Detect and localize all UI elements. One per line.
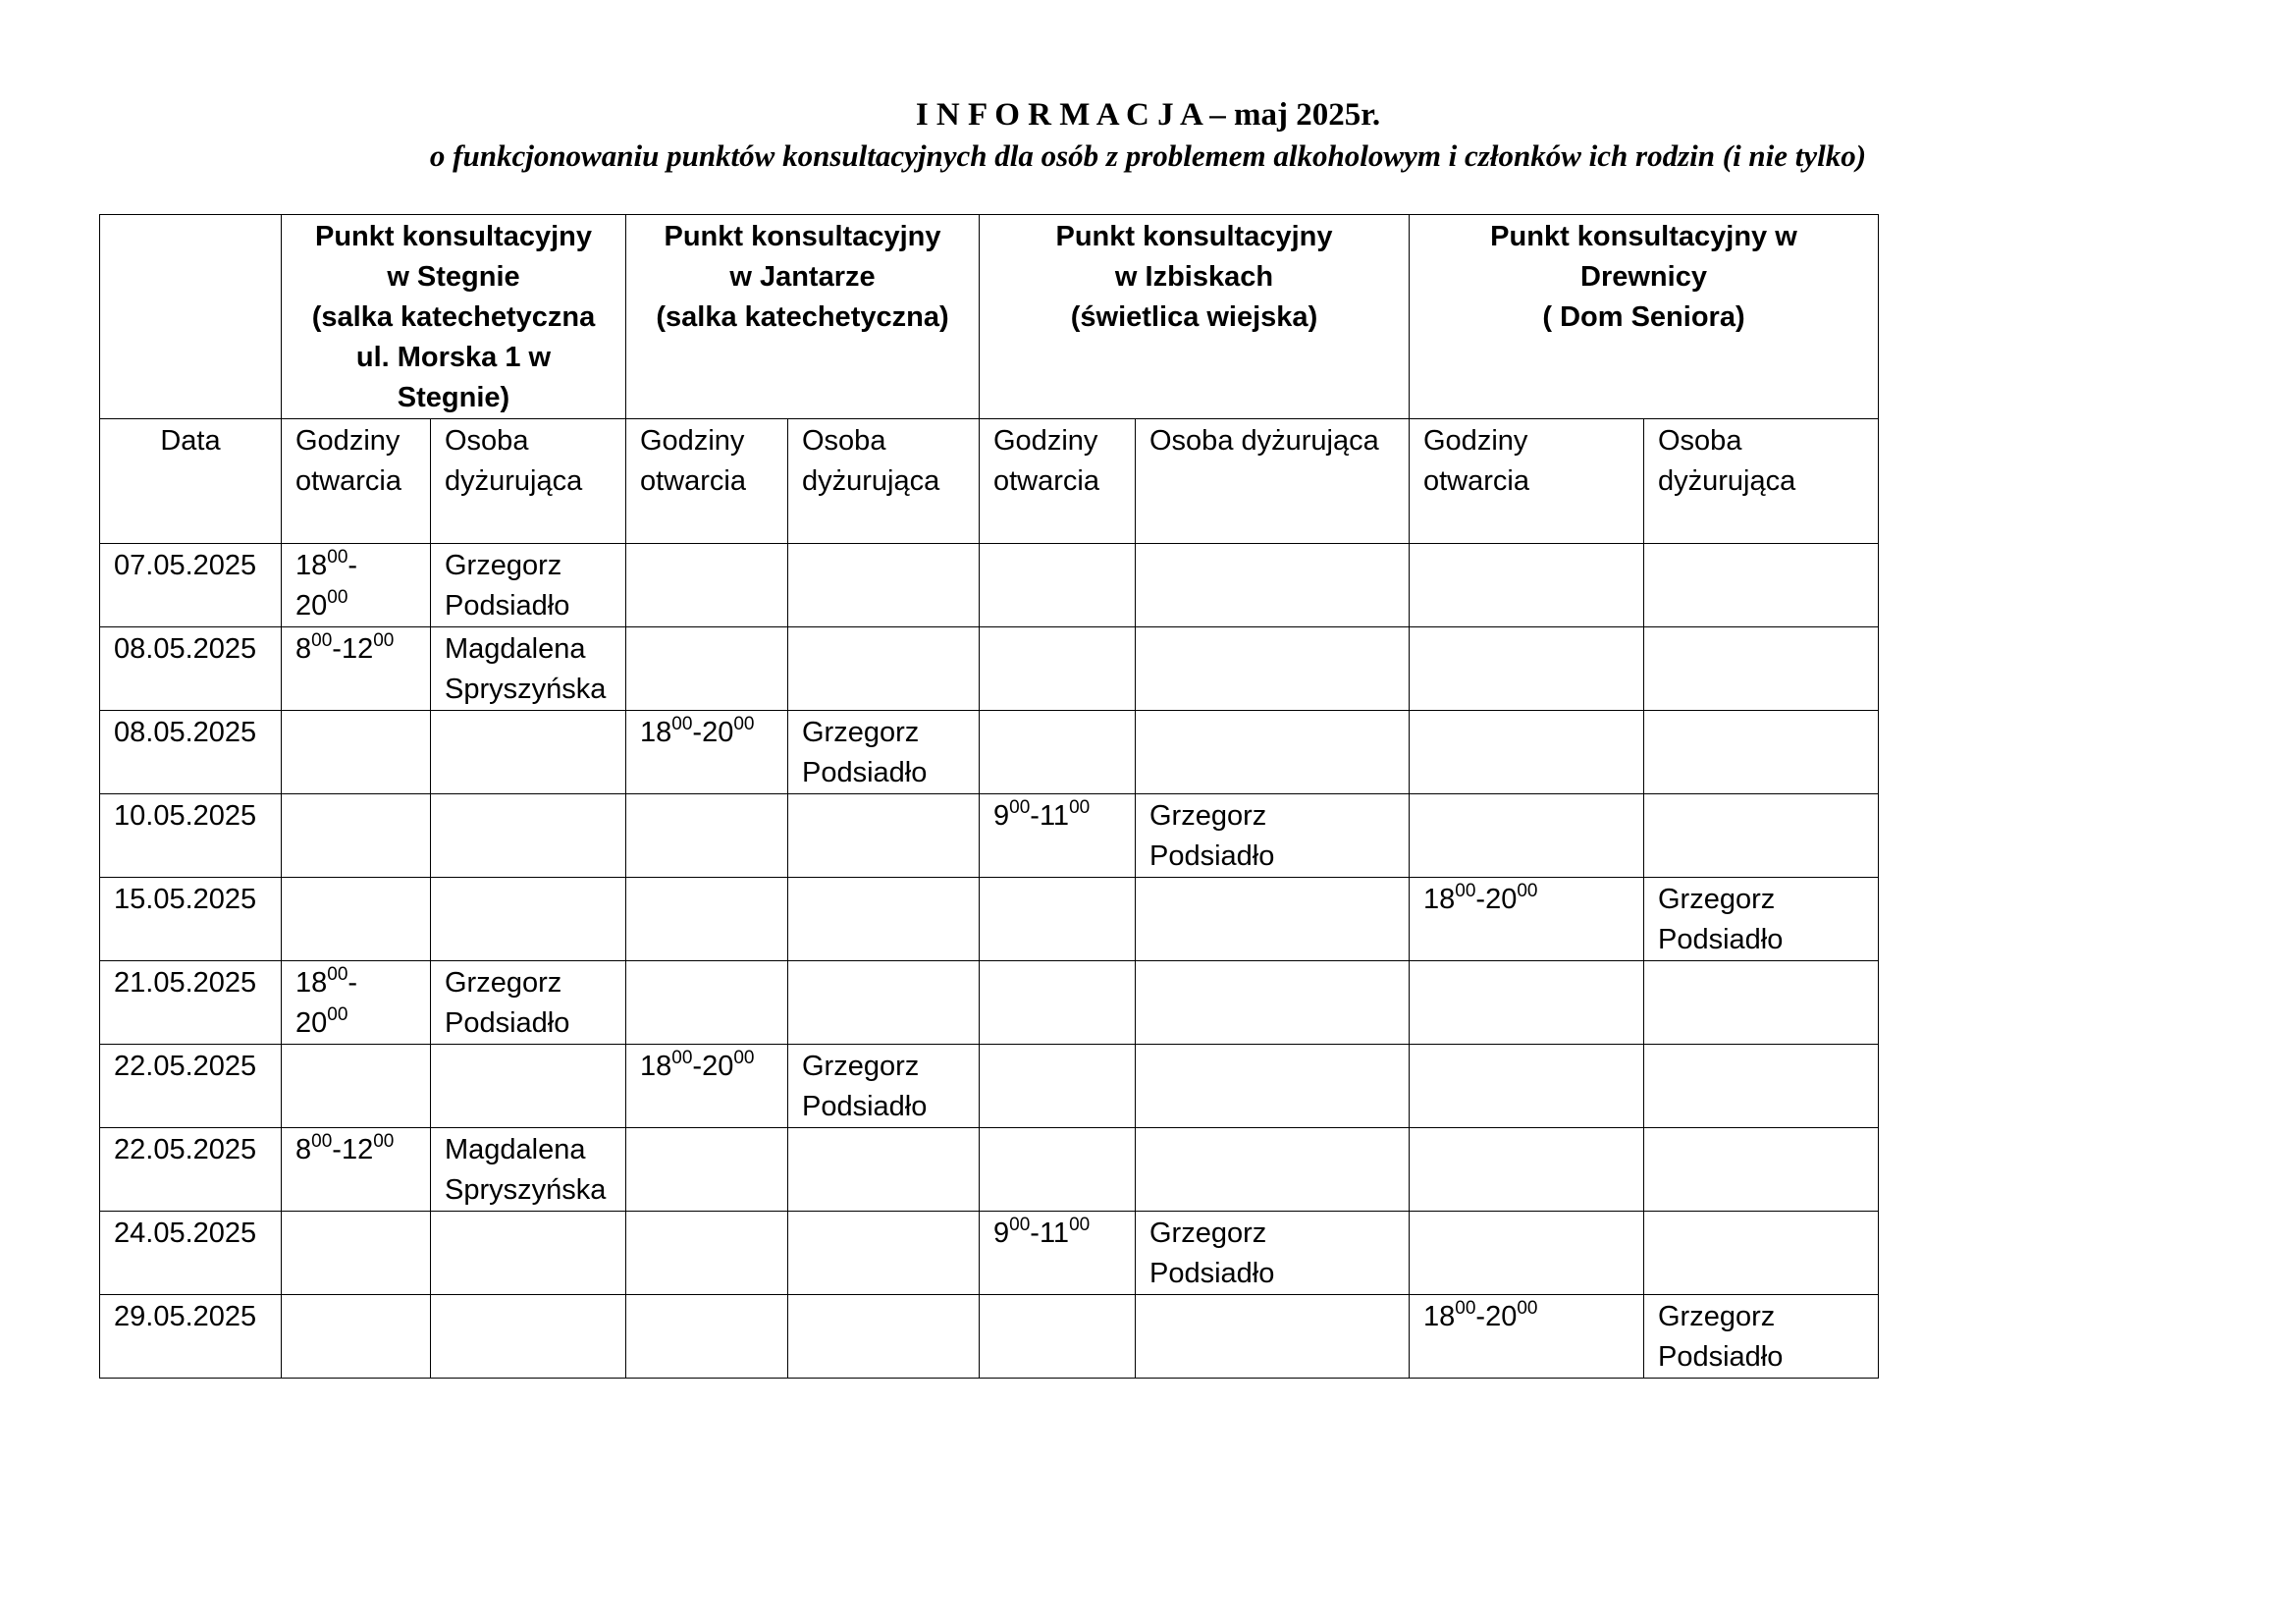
hours-cell: [626, 544, 788, 627]
person-cell: [1136, 1295, 1410, 1379]
point-header-line: w Stegnie: [387, 261, 520, 293]
time-to-hour: 20: [702, 717, 734, 748]
time-to-minutes: 00: [373, 1131, 395, 1152]
person-cell: [431, 961, 626, 1045]
person-cell: [1136, 1128, 1410, 1212]
person-header-line: dyżurująca: [445, 465, 583, 497]
time-from-minutes: 00: [671, 1048, 693, 1068]
document-heading: [0, 94, 2296, 177]
time-from-minutes: 00: [327, 547, 348, 568]
time-to-hour: 20: [295, 590, 328, 622]
hours-header-line: Godziny: [993, 425, 1098, 457]
time-from-minutes: 00: [311, 1131, 333, 1152]
hours-cell: [1410, 627, 1644, 711]
time-from-hour: 9: [993, 800, 1010, 832]
hours-header-line: Godziny: [295, 425, 400, 457]
person-last-name: Podsiadło: [1149, 840, 1275, 872]
person-first-name: Grzegorz: [1658, 1301, 1776, 1332]
hours-cell: [980, 878, 1136, 961]
person-first-name: Grzegorz: [1149, 1218, 1267, 1249]
date-cell: 08.05.2025: [100, 711, 282, 794]
time-from-hour: 18: [295, 550, 328, 581]
person-column-header: [1136, 419, 1410, 544]
person-first-name: Grzegorz: [1658, 884, 1776, 915]
person-header-line: dyżurująca: [802, 465, 940, 497]
person-cell: [1644, 544, 1879, 627]
hours-cell: [626, 1212, 788, 1295]
person-cell: [431, 1295, 626, 1379]
person-cell: [788, 544, 980, 627]
time-range: [295, 963, 416, 1003]
person-last-name: Podsiadło: [802, 1091, 928, 1122]
time-from-hour: 18: [1423, 1301, 1456, 1332]
person-last-name: Spryszyńska: [445, 1174, 607, 1206]
person-cell: [1644, 794, 1879, 878]
time-to-hour: 12: [341, 1134, 374, 1165]
hours-cell: [980, 1128, 1136, 1212]
hours-cell: [282, 1128, 431, 1212]
time-to-hour: 20: [295, 1007, 328, 1039]
point-header-line: Stegnie): [397, 382, 510, 413]
point-header-drewnica: [1410, 215, 1879, 419]
table-row: [100, 1128, 1879, 1212]
date-cell: 10.05.2025: [100, 794, 282, 878]
person-cell: [788, 1212, 980, 1295]
time-to-hour: 11: [1039, 800, 1070, 832]
person-header-line: dyżurująca: [1658, 465, 1796, 497]
empty-corner-cell: [100, 215, 282, 419]
time-separator: -: [1030, 1218, 1040, 1249]
hours-cell: [1410, 1045, 1644, 1128]
time-range: [640, 1047, 774, 1087]
point-header-line: (salka katechetyczna): [656, 301, 949, 333]
point-header-line: w Izbiskach: [1114, 261, 1274, 293]
person-first-name: Grzegorz: [802, 1051, 920, 1082]
person-cell: [1644, 961, 1879, 1045]
time-range: [993, 1214, 1121, 1254]
hours-cell: [626, 1295, 788, 1379]
hours-cell: [980, 1295, 1136, 1379]
date-cell: 15.05.2025: [100, 878, 282, 961]
hours-cell: [626, 711, 788, 794]
hours-cell: [1410, 794, 1644, 878]
hours-column-header: [1410, 419, 1644, 544]
time-to-minutes: 00: [327, 587, 348, 608]
date-column-header: Data: [100, 419, 282, 544]
hours-cell: [626, 1045, 788, 1128]
hours-cell: [980, 711, 1136, 794]
person-cell: [1644, 1128, 1879, 1212]
date-cell: 08.05.2025: [100, 627, 282, 711]
person-cell: [788, 1045, 980, 1128]
person-cell: [431, 1128, 626, 1212]
point-header-line: (salka katechetyczna: [311, 301, 596, 333]
time-to-hour: 20: [1485, 884, 1518, 915]
time-to-minutes: 00: [1517, 1298, 1538, 1319]
person-last-name: Podsiadło: [445, 1007, 570, 1039]
person-cell: [431, 627, 626, 711]
person-last-name: Podsiadło: [1149, 1258, 1275, 1289]
hours-header-line: otwarcia: [295, 465, 401, 497]
hours-column-header: [980, 419, 1136, 544]
hours-column-header: [626, 419, 788, 544]
hours-cell: [282, 711, 431, 794]
point-header-line: Punkt konsultacyjny: [1055, 221, 1333, 252]
person-last-name: Spryszyńska: [445, 674, 607, 705]
time-from-minutes: 00: [1455, 1298, 1476, 1319]
time-separator: -: [332, 633, 342, 665]
person-first-name: Magdalena: [445, 1134, 586, 1165]
hours-cell: [980, 544, 1136, 627]
hours-cell: [626, 627, 788, 711]
hours-cell: [1410, 711, 1644, 794]
time-to-minutes: 00: [373, 630, 395, 651]
person-cell: [1644, 1212, 1879, 1295]
person-cell: [1644, 711, 1879, 794]
hours-cell: [282, 794, 431, 878]
time-separator: -: [692, 1051, 703, 1082]
point-header-line: ( Dom Seniora): [1542, 301, 1745, 333]
person-cell: [788, 878, 980, 961]
hours-cell: [980, 961, 1136, 1045]
time-to-hour: 20: [1485, 1301, 1518, 1332]
hours-column-header: [282, 419, 431, 544]
time-from-hour: 8: [295, 633, 312, 665]
time-from-hour: 9: [993, 1218, 1010, 1249]
table-row: [100, 794, 1879, 878]
hours-cell: [626, 794, 788, 878]
date-cell: 22.05.2025: [100, 1128, 282, 1212]
hours-cell: [626, 961, 788, 1045]
hours-header-line: otwarcia: [1423, 465, 1529, 497]
person-column-header: [788, 419, 980, 544]
person-cell: [1136, 1212, 1410, 1295]
point-header-stegna: [282, 215, 626, 419]
point-header-line: (świetlica wiejska): [1070, 301, 1318, 333]
date-cell: 22.05.2025: [100, 1045, 282, 1128]
hours-cell: [1410, 1212, 1644, 1295]
date-cell: 24.05.2025: [100, 1212, 282, 1295]
hours-cell: [282, 1045, 431, 1128]
hours-cell: [980, 794, 1136, 878]
time-to-minutes: 00: [327, 1004, 348, 1025]
person-first-name: Grzegorz: [802, 717, 920, 748]
time-from-hour: 18: [640, 1051, 672, 1082]
column-header-row: [100, 419, 1879, 544]
person-cell: [431, 711, 626, 794]
person-cell: [1136, 711, 1410, 794]
time-separator: -: [332, 1134, 342, 1165]
schedule-table: [99, 214, 1879, 1379]
time-range: [1423, 1297, 1629, 1337]
time-from-hour: 18: [640, 717, 672, 748]
time-range: [295, 1130, 416, 1170]
person-cell: [431, 878, 626, 961]
time-range: [295, 546, 416, 586]
person-last-name: Podsiadło: [1658, 924, 1784, 955]
hours-cell: [980, 1212, 1136, 1295]
date-cell: 29.05.2025: [100, 1295, 282, 1379]
person-cell: [1136, 544, 1410, 627]
time-range: [640, 713, 774, 753]
hours-cell: [980, 1045, 1136, 1128]
person-first-name: Grzegorz: [445, 967, 562, 999]
point-header-jantar: [626, 215, 980, 419]
time-range: [993, 796, 1121, 837]
point-header-line: ul. Morska 1 w: [355, 342, 552, 373]
person-cell: [431, 544, 626, 627]
table-row: [100, 961, 1879, 1045]
point-header-line: Punkt konsultacyjny w: [1490, 221, 1797, 252]
person-cell: [788, 961, 980, 1045]
time-to-minutes: 00: [733, 1048, 755, 1068]
person-cell: [431, 1212, 626, 1295]
time-from-minutes: 00: [1009, 797, 1031, 818]
date-cell: 21.05.2025: [100, 961, 282, 1045]
time-to-minutes: 00: [1069, 1215, 1091, 1235]
hours-cell: [282, 878, 431, 961]
person-header-line: Osoba: [1658, 425, 1742, 457]
time-separator: -: [692, 717, 703, 748]
point-header-row: [100, 215, 1879, 419]
time-from-hour: 8: [295, 1134, 312, 1165]
time-to-hour: 12: [341, 633, 374, 665]
document-subtitle: o funkcjonowaniu punktów konsultacyjnych dla osób z problemem alkoholowym i członków ich rodzin (i nie tylko): [429, 138, 1867, 173]
time-from-minutes: 00: [1455, 881, 1476, 901]
person-header-line: Osoba: [445, 425, 529, 457]
time-to-minutes: 00: [1517, 881, 1538, 901]
time-range: [295, 629, 416, 670]
time-from-minutes: 00: [1009, 1215, 1031, 1235]
time-to-hour: 20: [702, 1051, 734, 1082]
hours-header-line: otwarcia: [640, 465, 746, 497]
hours-cell: [626, 1128, 788, 1212]
time-from-minutes: 00: [311, 630, 333, 651]
hours-cell: [626, 878, 788, 961]
person-cell: [1644, 878, 1879, 961]
hours-cell: [980, 627, 1136, 711]
time-separator: -: [347, 550, 358, 581]
hours-cell: [1410, 544, 1644, 627]
hours-header-line: Godziny: [1423, 425, 1528, 457]
point-header-line: Punkt konsultacyjny: [664, 221, 941, 252]
hours-cell: [1410, 961, 1644, 1045]
time-from-minutes: 00: [327, 964, 348, 985]
person-cell: [788, 711, 980, 794]
time-range-end: [295, 1003, 416, 1044]
hours-header-line: otwarcia: [993, 465, 1099, 497]
person-header-line: Osoba dyżurująca: [1149, 425, 1379, 457]
person-cell: [1136, 627, 1410, 711]
table-row: [100, 1295, 1879, 1379]
hours-cell: [282, 544, 431, 627]
time-range: [1423, 880, 1629, 920]
point-header-izbiska: [980, 215, 1410, 419]
time-to-minutes: 00: [733, 714, 755, 734]
time-to-hour: 11: [1039, 1218, 1070, 1249]
person-cell: [1644, 1045, 1879, 1128]
time-separator: -: [347, 967, 358, 999]
person-cell: [1136, 794, 1410, 878]
person-column-header: [1644, 419, 1879, 544]
person-cell: [431, 1045, 626, 1128]
person-first-name: Grzegorz: [445, 550, 562, 581]
person-cell: [1136, 1045, 1410, 1128]
document-title: I N F O R M A C J A – maj 2025r.: [915, 97, 1381, 133]
person-cell: [788, 1128, 980, 1212]
time-separator: -: [1030, 800, 1040, 832]
point-header-line: w Jantarze: [729, 261, 876, 293]
person-first-name: Magdalena: [445, 633, 586, 665]
person-column-header: [431, 419, 626, 544]
person-cell: [788, 1295, 980, 1379]
table-row: [100, 1045, 1879, 1128]
person-cell: [1644, 1295, 1879, 1379]
hours-cell: [1410, 1295, 1644, 1379]
person-last-name: Podsiadło: [1658, 1341, 1784, 1373]
person-cell: [1136, 961, 1410, 1045]
time-from-hour: 18: [295, 967, 328, 999]
time-range-end: [295, 586, 416, 626]
time-separator: -: [1475, 884, 1486, 915]
person-last-name: Podsiadło: [802, 757, 928, 788]
table-row: [100, 878, 1879, 961]
time-separator: -: [1475, 1301, 1486, 1332]
point-header-line: Punkt konsultacyjny: [314, 221, 592, 252]
person-cell: [431, 794, 626, 878]
table-row: [100, 711, 1879, 794]
person-header-line: Osoba: [802, 425, 886, 457]
time-from-hour: 18: [1423, 884, 1456, 915]
person-cell: [1644, 627, 1879, 711]
time-from-minutes: 00: [671, 714, 693, 734]
person-cell: [788, 794, 980, 878]
person-cell: [1136, 878, 1410, 961]
point-header-line: Drewnicy: [1580, 261, 1707, 293]
hours-cell: [282, 627, 431, 711]
date-cell: 07.05.2025: [100, 544, 282, 627]
person-first-name: Grzegorz: [1149, 800, 1267, 832]
time-to-minutes: 00: [1069, 797, 1091, 818]
person-last-name: Podsiadło: [445, 590, 570, 622]
hours-cell: [282, 1295, 431, 1379]
hours-cell: [282, 1212, 431, 1295]
person-cell: [788, 627, 980, 711]
hours-cell: [282, 961, 431, 1045]
hours-header-line: Godziny: [640, 425, 745, 457]
table-row: [100, 544, 1879, 627]
hours-cell: [1410, 878, 1644, 961]
table-row: [100, 1212, 1879, 1295]
table-row: [100, 627, 1879, 711]
hours-cell: [1410, 1128, 1644, 1212]
